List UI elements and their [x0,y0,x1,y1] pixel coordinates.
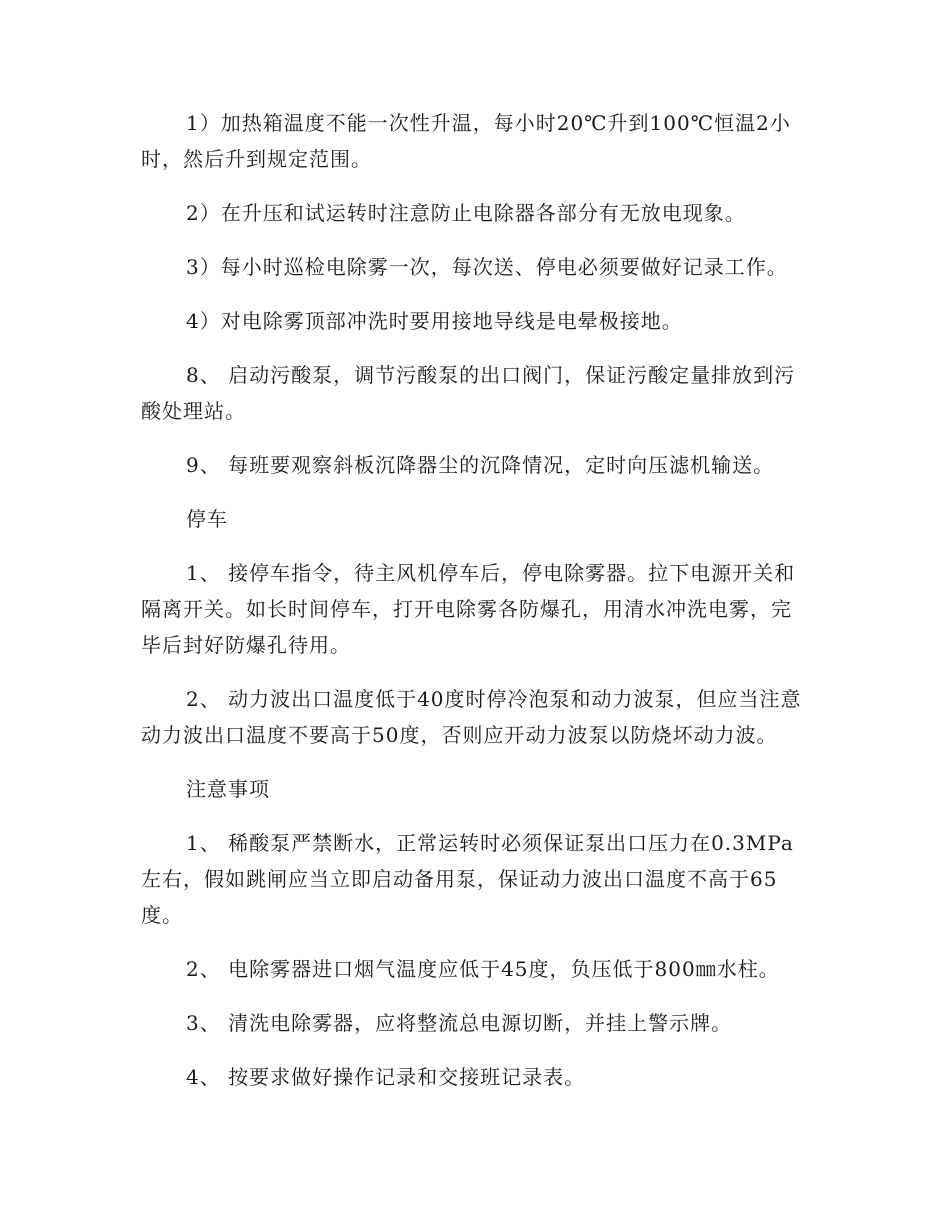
paragraph-step-8: 8、 启动污酸泵，调节污酸泵的出口阀门，保证污酸定量排放到污酸处理站。 [141,363,796,423]
notes-item-4: 4、 按要求做好操作记录和交接班记录表。 [186,1065,586,1089]
paragraph-hourly-inspection: 3）每小时巡检电除雾一次，每次送、停电必须要做好记录工作。 [186,255,788,279]
stop-item-2: 2、 动力波出口温度低于40度时停冷泡泵和动力波泵，但应当注意动力波出口温度不要高于50度，否则应开动力波泵以防烧坏动力波。 [141,687,802,747]
section-heading-notes: 注意事项 [186,777,270,801]
stop-item-1: 1、 接停车指令，待主风机停车后，停电除雾器。拉下电源开关和隔离开关。如长时间停车，打开电除雾各防爆孔，用清水冲洗电雾，完毕后封好防爆孔待用。 [141,561,796,657]
section-heading-stop: 停车 [186,507,228,531]
paragraph-discharge-check: 2）在升压和试运转时注意防止电除器各部分有无放电现象。 [186,201,746,225]
notes-item-1: 1、 稀酸泵严禁断水，正常运转时必须保证泵出口压力在0.3MPa左右，假如跳闸应当立即启动备用泵，保证动力波出口温度不高于65度。 [141,831,794,927]
paragraph-top-flushing: 4）对电除雾顶部冲洗时要用接地导线是电晕极接地。 [186,309,683,333]
paragraph-heating-box: 1）加热箱温度不能一次性升温，每小时20℃升到100℃恒温2小时，然后升到规定范围。 [141,111,791,171]
notes-item-3: 3、 清洗电除雾器，应将整流总电源切断，并挂上警示牌。 [186,1011,733,1035]
notes-item-2: 2、 电除雾器进口烟气温度应低于45度，负压低于800㎜水柱。 [186,957,780,981]
document-body [141,105,806,1113]
paragraph-step-9: 9、 每班要观察斜板沉降器尘的沉降情况，定时向压滤机输送。 [186,453,775,477]
